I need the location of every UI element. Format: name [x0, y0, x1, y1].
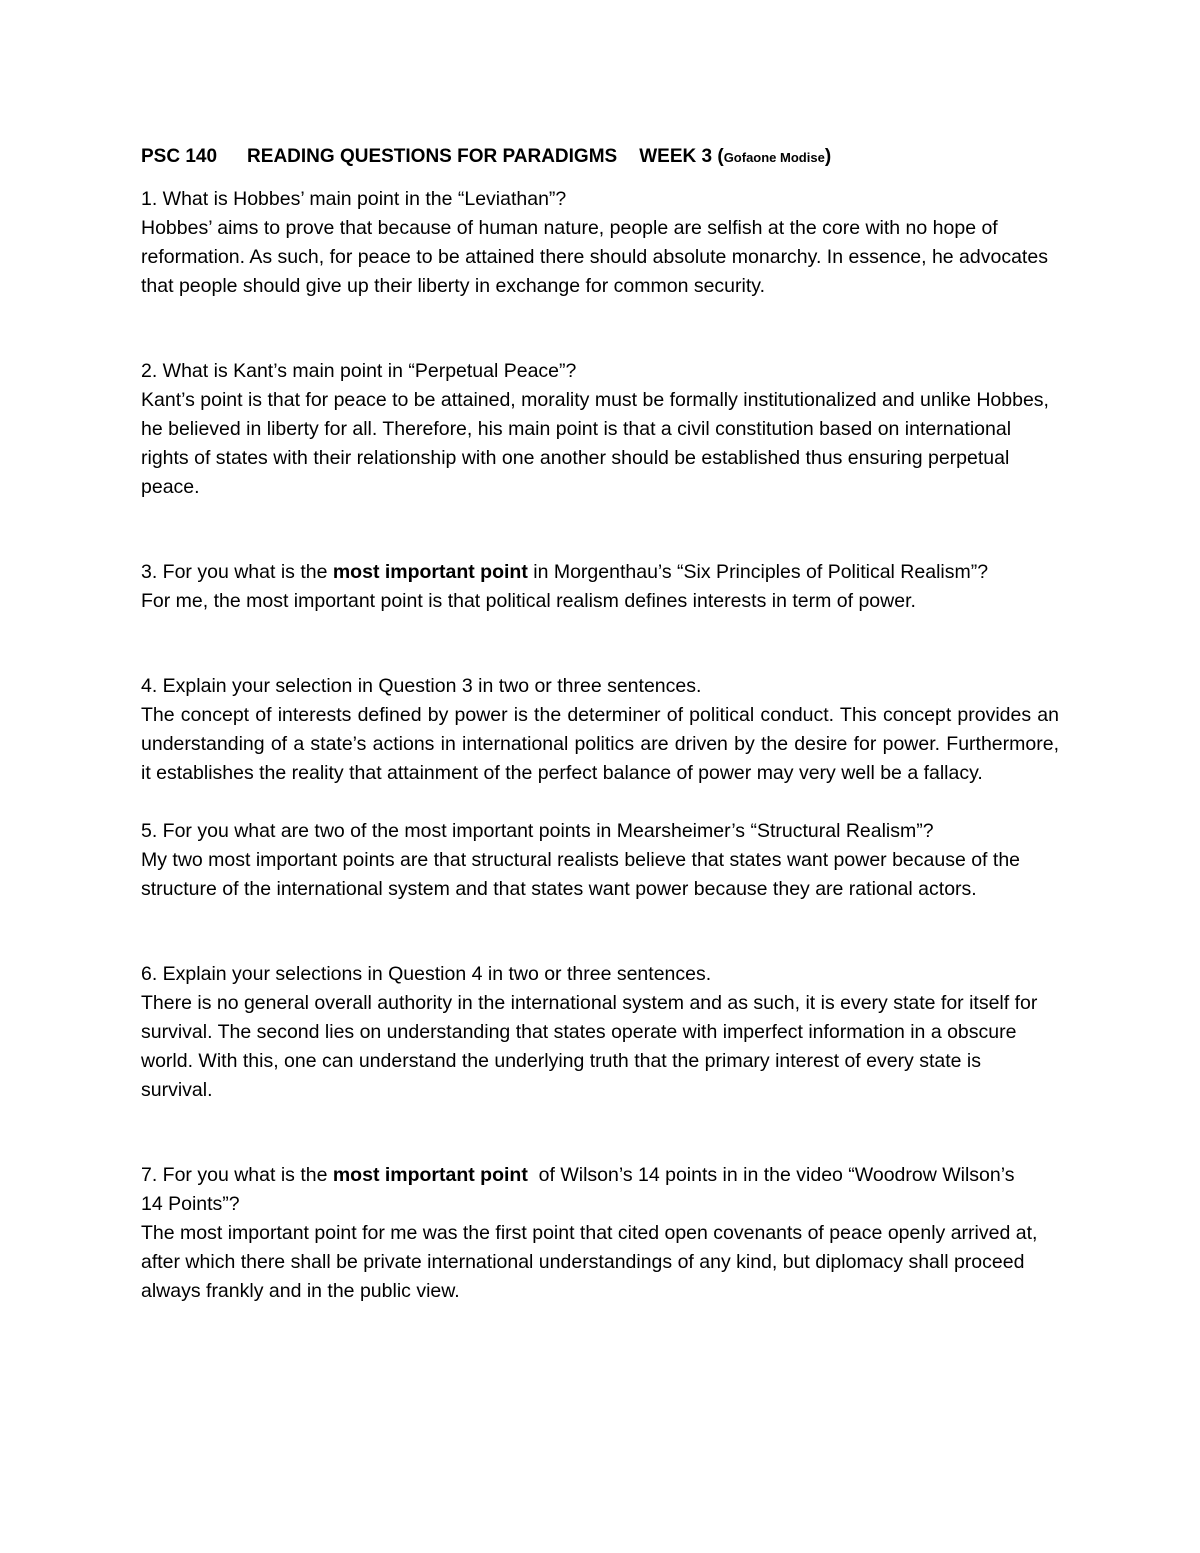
question-block-3	[141, 558, 1071, 616]
document-page	[141, 142, 1071, 1306]
author-close-paren: )	[824, 146, 832, 167]
answer-text: Hobbes’ aims to prove that because of human nature, people are selfish at the core with no hope of reformation. As such, for peace to be attained there should absolute monarchy. In essence, he advocates that people should give up their liberty in exchange for common security.	[141, 217, 1048, 297]
question-text	[141, 1161, 1041, 1219]
answer-text: There is no general overall authority in the international system and as such, it is every state for itself for survival. The second lies on understanding that states operate with imperfect information in a obscure world. With this, one can understand the underlying truth that the primary interest of every state is survival.	[141, 992, 1038, 1101]
question-text	[141, 558, 1001, 587]
question-text: 1. What is Hobbes’ main point in the “Leviathan”?	[141, 188, 567, 210]
question-text-end: of Wilson’s 14 points in in the video “Woodrow Wilson’s 14 Points”?	[141, 1164, 1020, 1215]
question-block-2	[141, 357, 1071, 502]
question-text: 5. For you what are two of the most important points in Mearsheimer’s “Structural Realism”?	[141, 820, 934, 842]
answer-text: My two most important points are that structural realists believe that states want power because of the structure of the international system and that states want power because they are rational actors.	[141, 849, 1021, 900]
author-open-paren: (	[717, 146, 724, 167]
week-label: WEEK 3	[639, 146, 713, 167]
question-text-start: 3. For you what is the	[141, 561, 333, 583]
document-title: READING QUESTIONS FOR PARADIGMS	[247, 146, 618, 167]
question-block-7	[141, 1161, 1071, 1306]
question-text: 4. Explain your selection in Question 3 in two or three sentences.	[141, 675, 702, 697]
question-block-6	[141, 960, 1071, 1105]
author-name: Gofaone Modise	[723, 150, 825, 165]
question-text-start: 7. For you what is the	[141, 1164, 333, 1186]
question-block-4	[141, 672, 1071, 788]
question-text-end: in Morgenthau’s “Six Principles of Political Realism”?	[527, 561, 989, 583]
answer-text: The concept of interests defined by power is the determiner of political conduct. This concept provides an understanding of a state’s actions in international politics are driven by the desire for power. Furthermore, it establishes the reality that attainment of the perfect balance of power may very well be a fallacy.	[141, 704, 1059, 784]
answer-text: Kant’s point is that for peace to be attained, morality must be formally institutionalized and unlike Hobbes, he believed in liberty for all. Therefore, his main point is that a civil constitution based on international rights of states with their relationship with one another should be established thus ensuring perpetual peace.	[141, 389, 1049, 498]
answer-text: For me, the most important point is that political realism defines interests in term of power.	[141, 590, 916, 612]
question-emphasis: most important point	[332, 561, 528, 583]
question-block-1	[141, 185, 1071, 301]
question-block-5	[141, 817, 1071, 904]
document-header	[141, 142, 1071, 173]
author-wrap	[717, 142, 831, 173]
course-code: PSC 140	[141, 146, 218, 167]
answer-text: The most important point for me was the first point that cited open covenants of peace openly arrived at, after which there shall be private international understandings of any kind, but diplomacy shall proceed always frankly and in the public view.	[141, 1222, 1038, 1302]
question-text: 6. Explain your selections in Question 4 in two or three sentences.	[141, 963, 712, 985]
question-text: 2. What is Kant’s main point in “Perpetual Peace”?	[141, 360, 577, 382]
question-emphasis: most important point	[332, 1164, 528, 1186]
